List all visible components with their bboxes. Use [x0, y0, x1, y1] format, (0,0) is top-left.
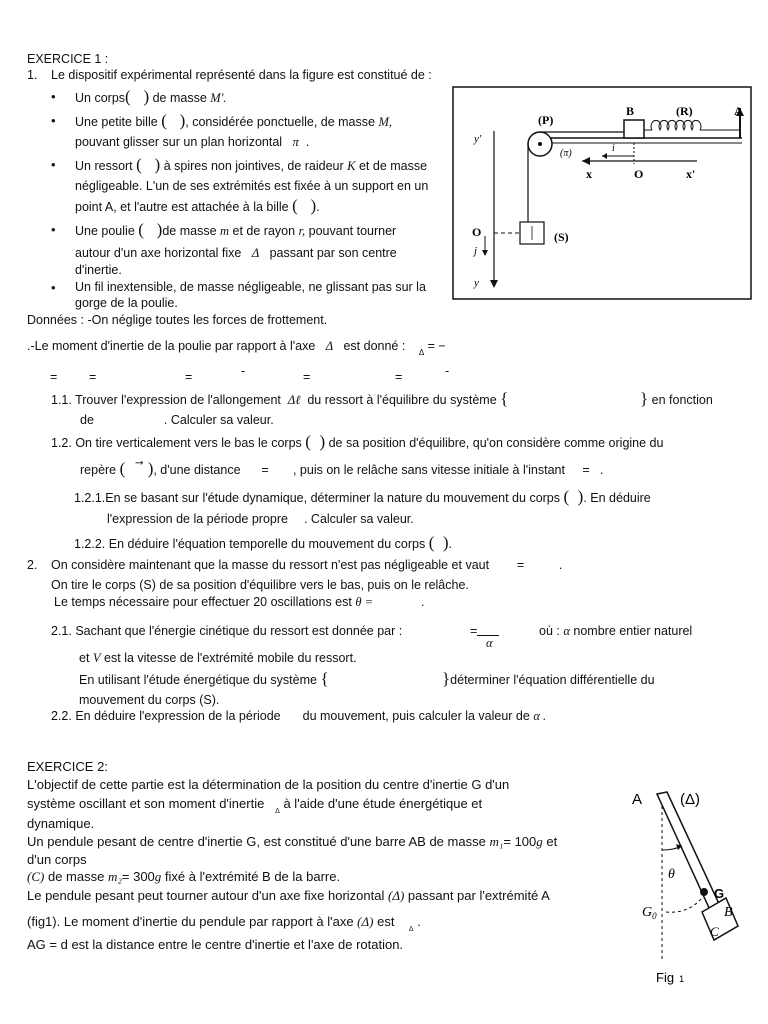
text: nombre entier naturel [573, 624, 693, 638]
equals-sign: = [50, 370, 58, 384]
figure-caption [656, 970, 684, 985]
subscript-delta: Δ [408, 926, 414, 933]
text: à l'aide d'une étude énergétique et [283, 796, 483, 811]
equals-sign: = [395, 370, 403, 384]
brace: } [442, 669, 451, 688]
math-var: Δ [325, 339, 334, 353]
fraction-bar [477, 627, 499, 636]
text: (fig1). Le moment d'inertie du pendule par rapport à l'axe [27, 914, 354, 929]
text: Un ressort [75, 159, 133, 173]
math-var: K [347, 159, 356, 173]
math-var: (Δ) [387, 888, 405, 903]
minus-sign: - [241, 364, 246, 378]
text: passant par l'extrémité A [407, 888, 550, 903]
G0-letter: G [642, 905, 653, 920]
minus-sign: - [445, 364, 450, 378]
text: . Calculer sa valeur. [303, 512, 414, 526]
text: pouvant tourner [308, 224, 397, 238]
ex2-line8: (fig1). Le moment d'inertie du pendule par rapport à l'axe (Δ) est $_\Delta$ . [27, 914, 421, 933]
math-var: V [92, 651, 101, 665]
q1-2-1 [74, 489, 651, 506]
label-G0 [642, 905, 657, 921]
ex2-line3: dynamique. [27, 816, 95, 831]
bullet-poulie [75, 222, 396, 239]
ex2-line5: d'un corps [27, 852, 87, 867]
q2-1-formula: = [470, 624, 499, 639]
text: de masse [162, 224, 217, 238]
ex2-line2 [27, 796, 482, 814]
math-var: m₁ [489, 834, 504, 849]
bullet-poulie-line2 [75, 246, 397, 261]
label-S: (S) [554, 230, 569, 244]
q2-1-line4: mouvement du corps (S). [79, 693, 220, 707]
q1-1 [51, 391, 508, 408]
paren: ( ) [305, 432, 326, 451]
math-var: π [292, 135, 299, 149]
text: de [80, 413, 94, 427]
label-xp: x' [686, 167, 696, 181]
text: de masse [47, 869, 105, 884]
math-var: m [220, 224, 230, 238]
label-P: (P) [538, 113, 554, 127]
figure-pendulum [624, 780, 754, 1010]
bullet-ressort-line3: point A, et l'autre est attachée à la bille ( ). [75, 196, 320, 215]
text: = 300 [121, 869, 155, 884]
q2: On considère maintenant que la masse du ressort n'est pas négligeable et vaut = . [51, 558, 563, 572]
q2-1: 2.1. Sachant que l'énergie cinétique du ressort est donnée par : [51, 624, 403, 638]
math-var: M, [378, 115, 392, 129]
text: système oscillant et son moment d'inertie [27, 796, 265, 811]
paren: ( ) [136, 155, 161, 174]
text: Un pendule pesant de centre d'inertie G, est constitué d'une barre AB de masse [27, 834, 486, 849]
text: Une poulie [75, 224, 135, 238]
label-yp: y' [474, 133, 482, 145]
brace: } [640, 389, 649, 408]
text: , puis on le relâche sans vitesse initiale à l'instant [292, 463, 565, 477]
exercise2-title: EXERCICE 2: [27, 759, 108, 774]
equals-sign: = [185, 370, 193, 384]
math-var: α [563, 624, 570, 638]
donnees: Données : -On néglige toutes les forces de frottement. [27, 313, 328, 327]
q1-1-end [640, 391, 713, 408]
q2-1-alpha-denominator: α [486, 636, 493, 650]
q2-1-line3-end [442, 671, 655, 688]
label-C: C [710, 924, 719, 939]
text: du mouvement, puis calculer la valeur de [302, 709, 530, 723]
text: autour d'un axe horizontal fixe [75, 246, 242, 260]
label-i: i [612, 143, 615, 154]
text: 1.2.2. En déduire l'équation temporelle du mouvement du corps [74, 537, 426, 551]
text: pouvant glisser sur un plan horizontal [75, 135, 283, 149]
label-A: A [632, 791, 643, 808]
bullet-poulie-line3: d'inertie. [75, 263, 122, 277]
subscript-delta: Δ [275, 808, 280, 815]
q2-2 [51, 709, 546, 724]
equals-sign: = [89, 370, 97, 384]
text: de sa position d'équilibre, qu'on considère comme origine du [328, 436, 664, 450]
text: du ressort à l'équilibre du système [307, 393, 497, 407]
label-G: G [714, 886, 725, 901]
text: = 100 [503, 834, 537, 849]
math-var: g [536, 834, 543, 849]
text: est [377, 914, 395, 929]
text: en fonction [651, 393, 713, 407]
text: à spires non jointives, de raideur [163, 159, 344, 173]
text: On considère maintenant que la masse du ressort n'est pas négligeable et vaut [51, 558, 490, 572]
paren: ( ) [138, 220, 163, 239]
text: est donné : [343, 339, 406, 353]
label-x: x [586, 167, 592, 181]
text: point A, et l'autre est attachée à la bille [75, 200, 289, 214]
equals-sign: = [303, 370, 311, 384]
math-var: θ = [355, 595, 374, 609]
ex2-line7 [27, 888, 550, 903]
text: , d'une distance [153, 463, 241, 477]
bullet-fil: • Un fil inextensible, de masse négligeable, ne glissant pas sur la [75, 280, 426, 295]
text: .-Le moment d'inertie de la poulie par rapport à l'axe [27, 339, 316, 353]
q1-number: 1. [27, 68, 38, 82]
paren: ( ) [292, 196, 317, 215]
text: et [546, 834, 558, 849]
ex2-line9: AG = d est la distance entre le centre d'inertie et l'axe de rotation. [27, 937, 404, 952]
paren: ( ) [428, 533, 449, 552]
bullet-ressort [75, 157, 427, 174]
text: . En déduire [583, 491, 651, 505]
brace: { [320, 669, 329, 688]
text: repère [80, 463, 117, 477]
q2-line3: Le temps nécessaire pour effectuer 20 oscillations est θ = . [54, 595, 425, 609]
q1-2-1-line2 [107, 512, 414, 527]
math-var: r, [298, 224, 306, 238]
math-var: Δ [251, 246, 260, 260]
ex2-line1: L'objectif de cette partie est la détermination de la position du centre d'inertie G d'un [27, 777, 510, 792]
text: Une petite bille [75, 115, 158, 129]
text: et [79, 651, 90, 665]
q2-line2: On tire le corps (S) de sa position d'équilibre vers le bas, puis on le relâche. [51, 578, 469, 592]
label-delta: (Δ) [680, 791, 701, 808]
label-B: B [626, 104, 635, 118]
bullet-corps [75, 89, 227, 106]
caption-text: Fig [656, 970, 675, 985]
label-j: j [474, 245, 478, 257]
math-var: g [154, 869, 162, 884]
math-var: α . [533, 709, 547, 723]
text: déterminer l'équation différentielle du [450, 673, 655, 687]
G0-subscript: 0 [652, 911, 657, 921]
label-pi: (π) [560, 148, 572, 159]
text: 1.2.1.En se basant sur l'étude dynamique, déterminer la nature du mouvement du corps [74, 491, 561, 505]
text: passant par son centre [269, 246, 397, 260]
text: Le temps nécessaire pour effectuer 20 oscillations est [54, 595, 352, 609]
bullet-bille [75, 113, 392, 130]
subscript-delta: Δ [418, 348, 425, 357]
paren: ( ⃗ ) [119, 459, 154, 478]
q1-2-2: 1.2.2. En déduire l'équation temporelle du mouvement du corps ( ). [74, 533, 453, 552]
label-B: B [724, 905, 733, 920]
moment-inertie-line: .-Le moment d'inertie de la poulie par rapport à l'axe Δ est donné : $_\Delta$ = − [27, 339, 446, 357]
label-R: (R) [676, 104, 693, 118]
ex2-line6 [27, 869, 340, 884]
math-var: m₂ [107, 869, 122, 884]
text: et de masse [358, 159, 428, 173]
math-var: M'. [210, 91, 227, 105]
paren: ( ) [161, 111, 186, 130]
q2-1-line3 [79, 671, 329, 688]
paren: ( ) [563, 487, 584, 506]
figure-device [452, 86, 752, 300]
text: Un corps [75, 91, 126, 105]
text: fixé à l'extrémité B de la barre. [164, 869, 341, 884]
q2-number: 2. [27, 558, 38, 572]
text: . Calculer sa valeur. [163, 413, 274, 427]
text: et de rayon [232, 224, 296, 238]
exercise1-title: EXERCICE 1 : [27, 52, 109, 66]
brace: { [500, 389, 509, 408]
text: Le pendule pesant peut tourner autour d'un axe fixe horizontal [27, 888, 385, 903]
caption-number: 1 [679, 974, 685, 984]
bullet-bille-line2: pouvant glisser sur un plan horizontal π . [75, 135, 310, 149]
text: où : [539, 624, 560, 638]
q2-1-line2 [79, 651, 357, 666]
text: 1.2. On tire verticalement vers le bas le corps [51, 436, 302, 450]
q2-1-end [539, 624, 692, 639]
label-A: A [734, 104, 743, 118]
text: de masse [152, 91, 207, 105]
bullet-ressort-line2: négligeable. L'un de ses extrémités est fixée à un support en un [75, 179, 429, 193]
paren: ( ) [125, 87, 150, 106]
text: l'expression de la période propre [107, 512, 288, 526]
text: En utilisant l'étude énergétique du système [79, 673, 317, 687]
math-var: Δℓ [287, 393, 301, 407]
q1-1-line2 [80, 413, 274, 428]
math-var: (Δ) [357, 914, 374, 929]
bullet-fil-line2: gorge de la poulie. [75, 296, 178, 310]
label-theta: θ [668, 867, 675, 882]
math-var: (C) [27, 869, 45, 884]
text: 1.1. Trouver l'expression de l'allongement [51, 393, 281, 407]
q1-2-line2: repère ( ⃗ ), d'une distance = , puis on le relâche sans vitesse initiale à l'instant = . [80, 459, 604, 478]
q1-2 [51, 434, 663, 451]
label-y: y [474, 277, 479, 289]
text: 2.2. En déduire l'expression de la période [51, 709, 281, 723]
text: , considérée ponctuelle, de masse [185, 115, 375, 129]
label-O: O [634, 167, 644, 181]
text: est la vitesse de l'extrémité mobile du ressort. [104, 651, 357, 665]
ex2-line4 [27, 834, 557, 849]
q1-intro: Le dispositif expérimental représenté dans la figure est constitué de : [51, 68, 432, 82]
label-O2: O [472, 225, 482, 239]
